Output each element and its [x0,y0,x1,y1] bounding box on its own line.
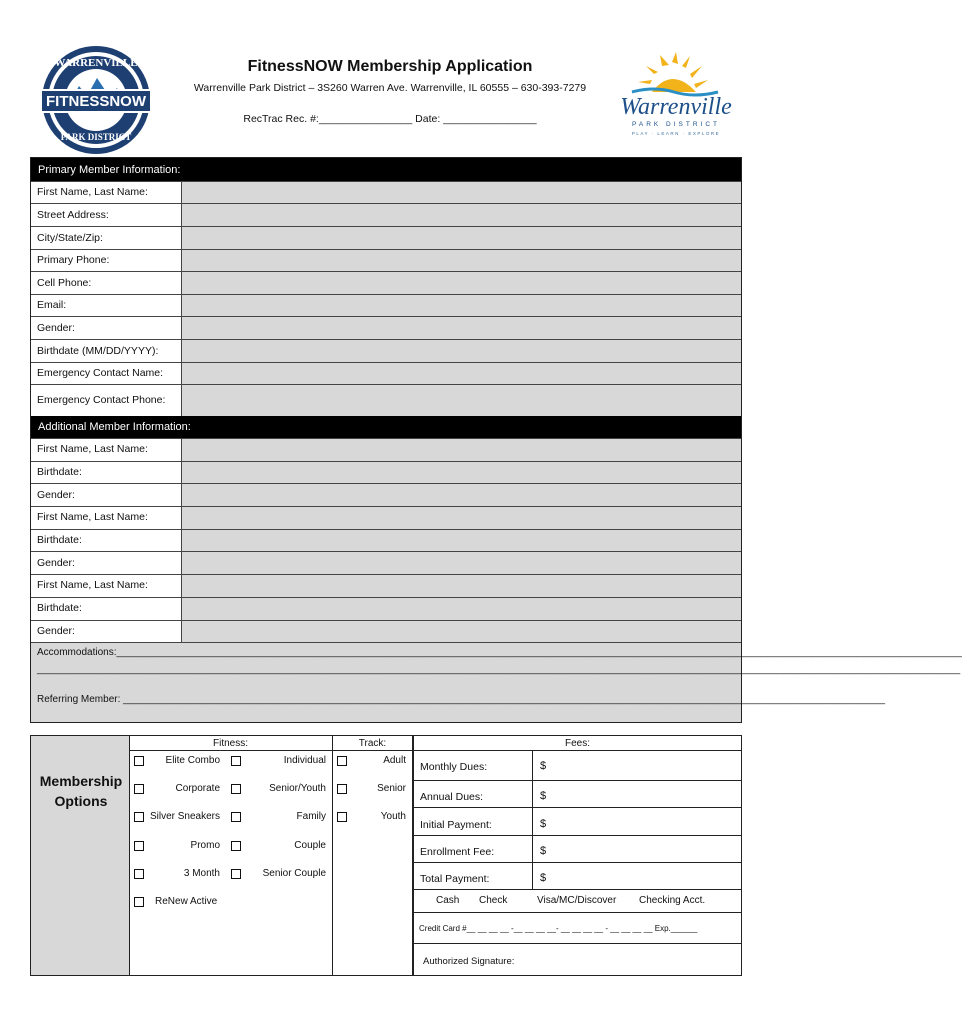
fitness-option-label: Corporate [175,783,220,794]
additional-field-row [31,461,741,484]
track-header: Track: [358,738,387,749]
additional-field-label: Gender: [31,484,182,506]
logo-warrenville-text: Warrenville [620,94,732,120]
primary-field-label: First Name, Last Name: [31,182,182,203]
fee-amount-field[interactable]: $ [540,790,547,802]
additional-field-label: Gender: [31,552,182,574]
membership-options-section [30,735,742,976]
fee-label: Total Payment: [420,873,490,885]
logo-park-district-text: PARK DISTRICT [632,121,720,128]
additional-field-input[interactable] [182,484,741,506]
primary-field-input[interactable] [182,363,741,384]
district-address: Warrenville Park District – 3S260 Warren Ave. Warrenville, IL 60555 – 630-393-7279 [193,82,587,94]
additional-field-row [31,438,741,461]
plan-type-label: Family [296,811,326,822]
additional-field-input[interactable] [182,552,741,574]
membership-options-title [31,771,131,811]
additional-field-label: Birthdate: [31,462,182,484]
primary-field-label: City/State/Zip: [31,227,182,249]
additional-field-input[interactable] [182,575,741,597]
additional-field-row [31,574,741,597]
additional-field-label: Gender: [31,621,182,643]
additional-field-row [31,551,741,574]
primary-field-row [31,203,741,226]
fee-amount-field[interactable]: $ [540,845,547,857]
fitness-option-label: Elite Combo [165,755,220,766]
track-checkbox[interactable] [337,756,347,766]
plan-type-checkbox[interactable] [231,869,241,879]
fitness-option-label: ReNew Active [155,896,218,907]
primary-field-input[interactable] [182,182,741,203]
additional-field-label: First Name, Last Name: [31,439,182,461]
primary-field-label: Gender: [31,317,182,339]
fitness-option-label: Silver Sneakers [149,811,220,822]
primary-field-input[interactable] [182,272,741,294]
primary-field-input[interactable] [182,385,741,416]
plan-type-checkbox[interactable] [231,841,241,851]
primary-field-row [31,339,741,362]
additional-field-row [31,529,741,552]
payment-method-option[interactable]: Cash [436,895,460,906]
primary-field-row [31,294,741,316]
member-information-table [30,157,962,723]
fitness-header: Fitness: [212,738,248,749]
fitness-checkbox[interactable] [134,841,144,851]
fee-amount-field[interactable]: $ [540,760,547,772]
additional-field-input[interactable] [182,507,741,529]
additional-field-input[interactable] [182,621,741,643]
plan-type-checkbox[interactable] [231,812,241,822]
primary-field-input[interactable] [182,340,741,362]
additional-field-input[interactable] [182,439,741,461]
plan-type-label: Senior Couple [262,868,326,879]
payment-method-option[interactable]: Visa/MC/Discover [537,895,617,906]
plan-type-label: Individual [283,755,326,766]
fitness-checkbox[interactable] [134,784,144,794]
primary-field-input[interactable] [182,250,741,271]
fee-label: Enrollment Fee: [420,846,495,858]
additional-field-label: Birthdate: [31,598,182,620]
membership-title-line-2: Options [54,793,108,809]
membership-options-label-box [30,735,130,976]
primary-field-row [31,316,741,339]
accommodations-line-2[interactable]: ______________________________________________________________________________________________________________________________________________________________________ [37,664,961,676]
primary-field-input[interactable] [182,227,741,249]
primary-field-label: Email: [31,295,182,316]
primary-field-row [31,384,741,416]
fitness-option-label: Promo [190,840,220,851]
additional-field-row [31,506,741,529]
membership-title-line-1: Membership [39,773,123,789]
primary-field-input[interactable] [182,204,741,226]
logo-tagline-text: PLAY · LEARN · EXPLORE [631,131,721,136]
fee-label: Initial Payment: [420,819,492,831]
primary-field-input[interactable] [182,295,741,316]
additional-field-row [31,483,741,506]
primary-member-heading: Primary Member Information: [31,158,741,181]
additional-field-input[interactable] [182,462,741,484]
rectrac-date-line: RecTrac Rec. #:________________ Date: ________________ [243,113,537,125]
additional-field-row [31,597,741,620]
track-label: Senior [377,783,406,794]
authorized-signature-field[interactable]: Authorized Signature: [423,956,515,967]
fitness-option-label: 3 Month [183,868,220,879]
additional-field-input[interactable] [182,530,741,552]
primary-field-input[interactable] [182,317,741,339]
primary-field-label: Primary Phone: [31,250,182,271]
fitness-checkbox[interactable] [134,897,144,907]
primary-field-label: Emergency Contact Phone: [31,385,182,416]
additional-field-label: First Name, Last Name: [31,507,182,529]
fitness-checkbox[interactable] [134,812,144,822]
primary-field-row [31,362,741,384]
primary-field-row [31,181,741,203]
track-checkbox[interactable] [337,812,347,822]
accommodations-area [31,642,962,722]
primary-field-row [31,271,741,294]
plan-type-label: Senior/Youth [269,783,326,794]
additional-member-heading: Additional Member Information: [31,416,741,438]
fee-amount-field[interactable]: $ [540,818,547,830]
logo-top-text: WARRENVILLE [54,57,138,69]
fee-label: Annual Dues: [420,791,484,803]
track-label: Adult [383,755,406,766]
additional-field-input[interactable] [182,598,741,620]
fitness-track-box [129,735,413,976]
payment-method-option[interactable]: Check [479,895,508,906]
primary-field-label: Street Address: [31,204,182,226]
plan-type-checkbox[interactable] [231,756,241,766]
fee-label: Monthly Dues: [420,761,488,773]
fitness-checkbox[interactable] [134,869,144,879]
plan-type-label: Couple [294,840,326,851]
primary-field-label: Cell Phone: [31,272,182,294]
primary-field-label: Emergency Contact Name: [31,363,182,384]
payment-method-option[interactable]: Checking Acct. [639,895,706,906]
credit-card-field[interactable]: Credit Card #__ __ __ __ -__ __ __ __- __ __ __ __ - __ __ __ __ Exp.______ [419,924,698,933]
fitness-checkbox[interactable] [134,756,144,766]
track-checkbox[interactable] [337,784,347,794]
accommodations-field[interactable]: Accommodations:________________________________________________________________________________________________________________________________________________________ [37,647,962,659]
additional-field-label: Birthdate: [31,530,182,552]
primary-field-row [31,226,741,249]
referring-member-field[interactable]: Referring Member: _________________________________________________________________________________________________________________________________________ [37,694,886,706]
form-title: FitnessNOW Membership Application [247,58,533,75]
additional-field-row [31,620,741,643]
primary-field-label: Birthdate (MM/DD/YYYY): [31,340,182,362]
additional-field-label: First Name, Last Name: [31,575,182,597]
logo-bottom-text: PARK DISTRICT [60,132,132,142]
logo-banner-text: FITNESSNOW [46,93,146,110]
plan-type-checkbox[interactable] [231,784,241,794]
primary-field-row [31,249,741,271]
track-label: Youth [380,811,406,822]
fee-amount-field[interactable]: $ [540,872,547,884]
fees-header: Fees: [564,738,590,749]
